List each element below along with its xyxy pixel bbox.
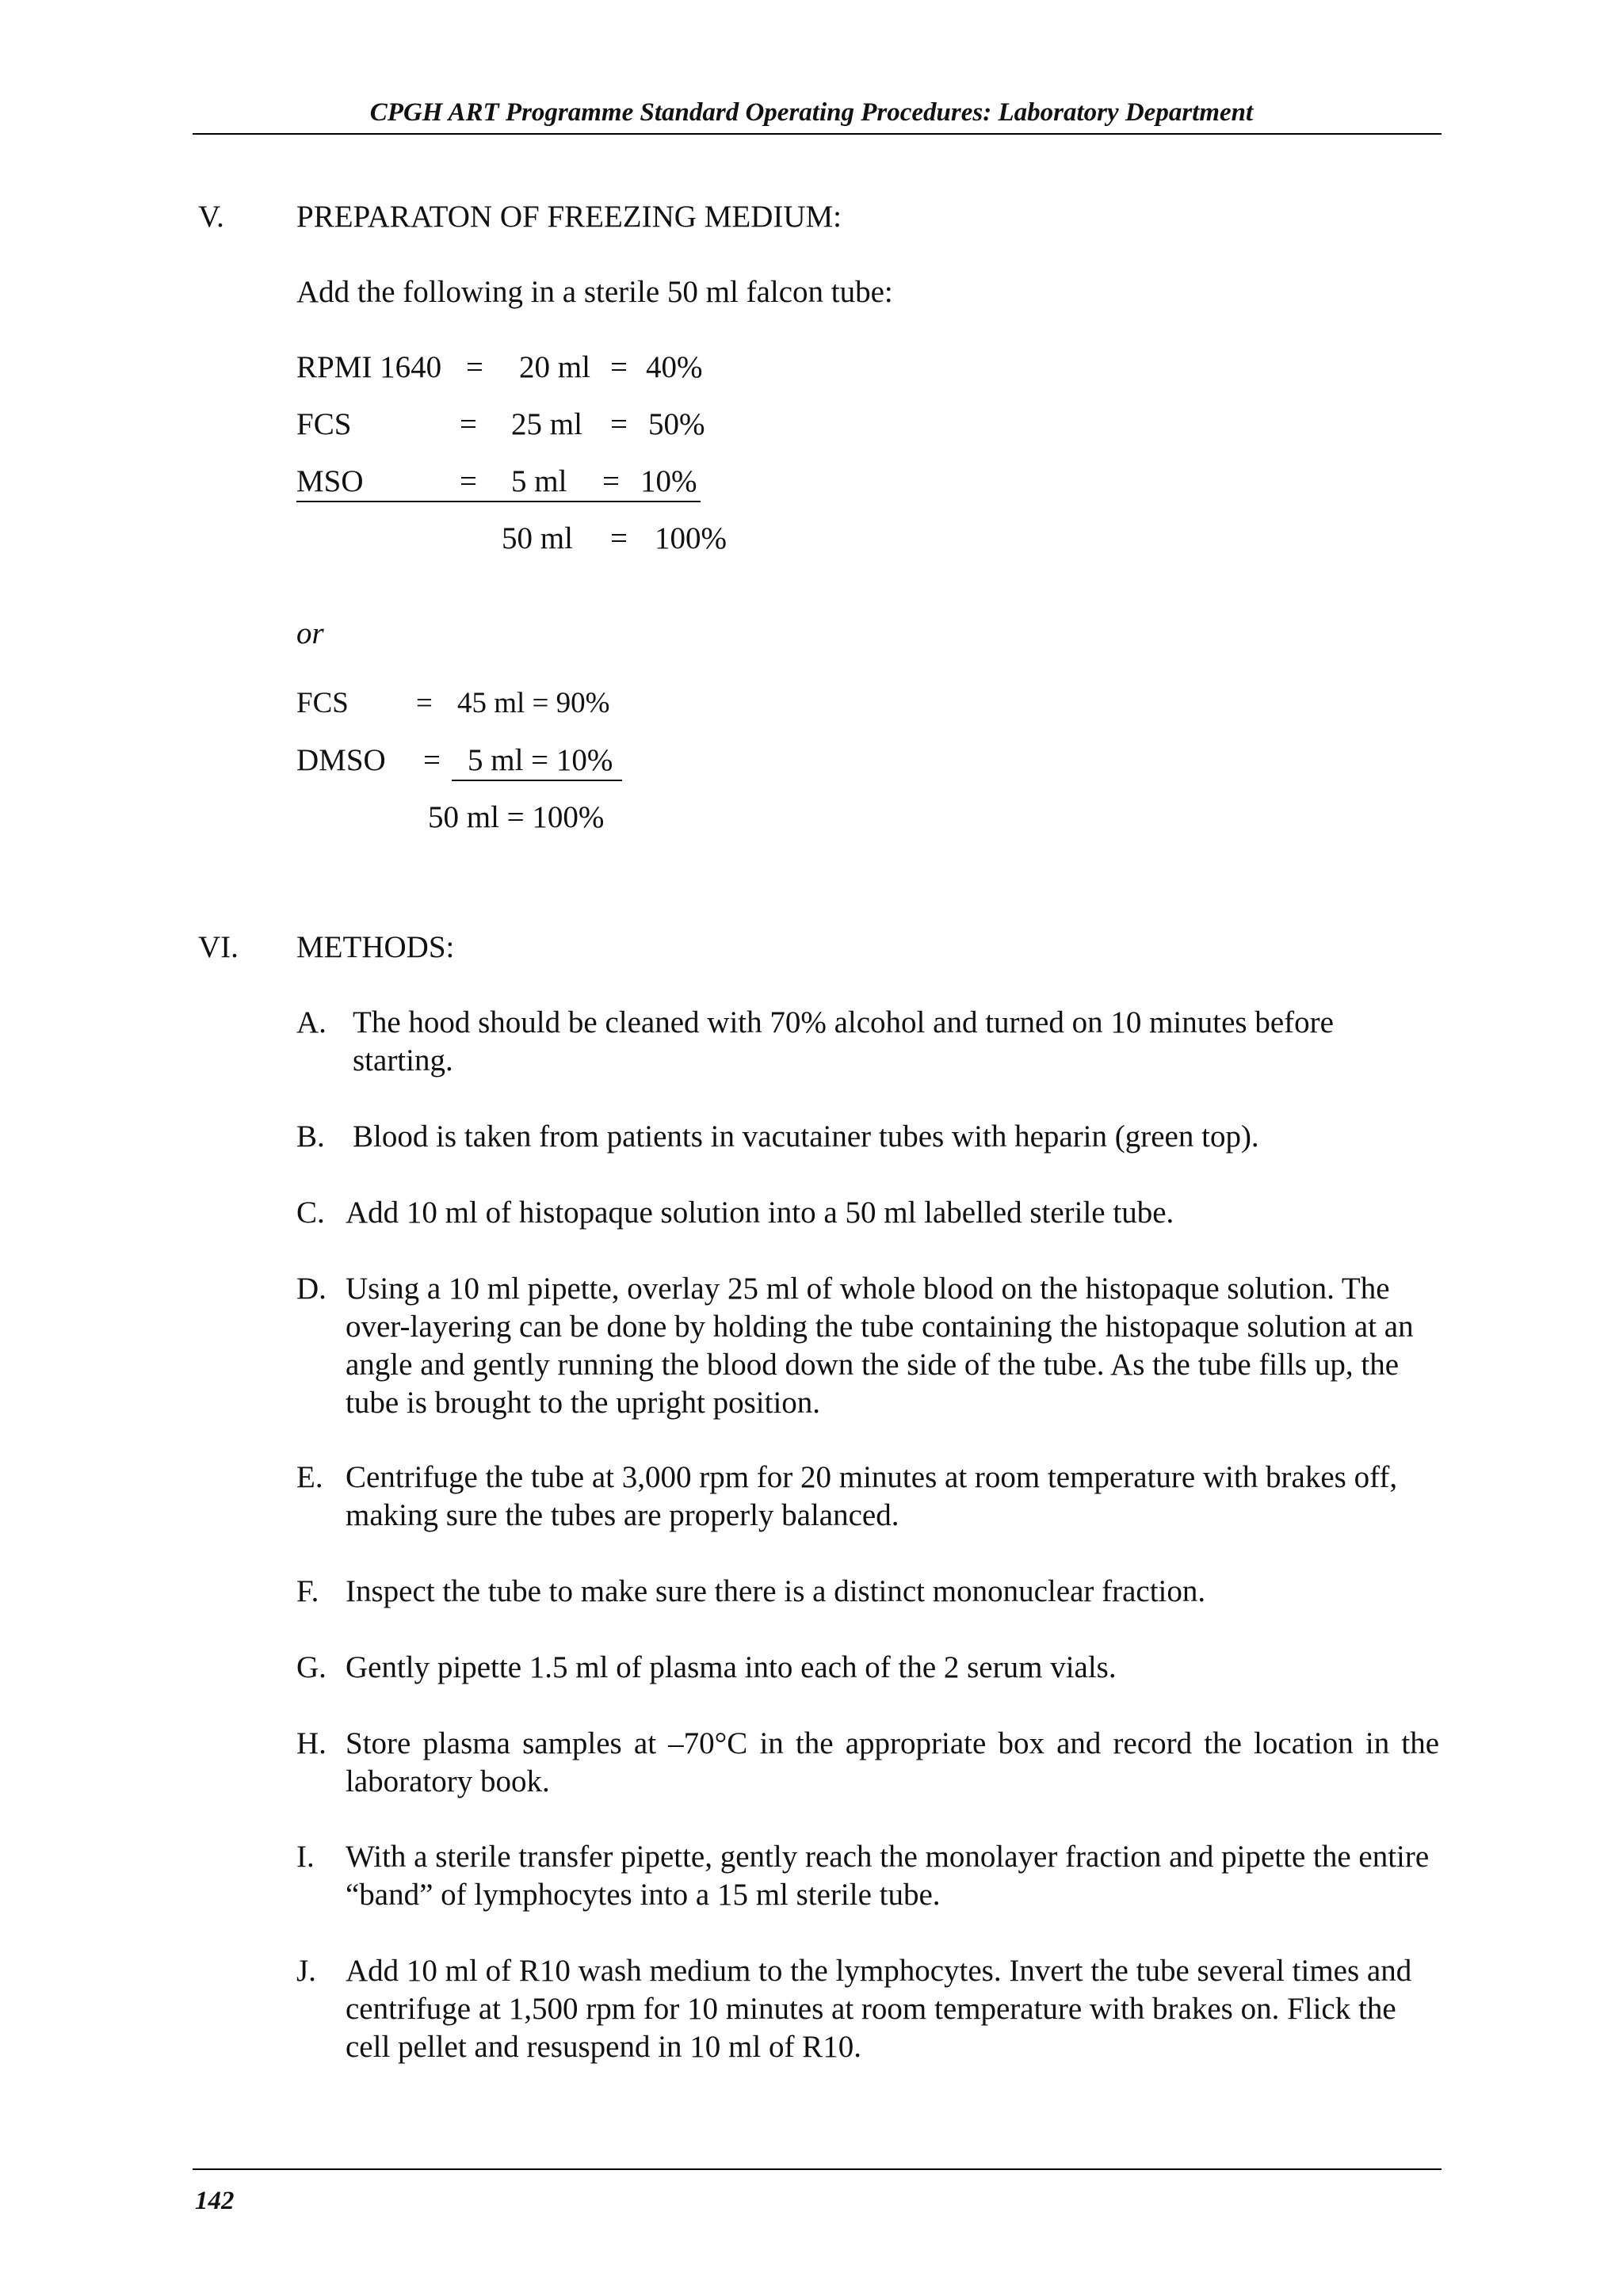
- equals-sign: =: [460, 407, 477, 441]
- equals-sign: =: [610, 350, 628, 384]
- equals-sign: =: [610, 407, 628, 441]
- reagent-percent: 10%: [640, 464, 697, 498]
- item-letter: B.: [296, 1119, 325, 1154]
- reagent-name: DMSO: [296, 743, 386, 777]
- item-letter: H.: [296, 1726, 327, 1760]
- item-letter: A.: [296, 1005, 327, 1039]
- section-5-heading: PREPARATON OF FREEZING MEDIUM:: [296, 200, 842, 234]
- item-text: Centrifuge the tube at 3,000 rpm for 20 minutes at room temperature with brakes off, making sure the tubes are properly balanced.: [346, 1460, 1398, 1532]
- item-text: Inspect the tube to make sure there is a distinct mononuclear fraction.: [346, 1574, 1206, 1608]
- running-header: CPGH ART Programme Standard Operating Procedures: Laboratory Department: [369, 98, 1254, 127]
- section-5-intro: Add the following in a sterile 50 ml falcon tube:: [296, 275, 893, 309]
- item-text: The hood should be cleaned with 70% alcohol and turned on 10 minutes before starting.: [353, 1005, 1334, 1077]
- page-number: 142: [195, 2187, 235, 2215]
- item-letter: C.: [296, 1196, 325, 1230]
- section-5-number: V.: [198, 200, 224, 234]
- total-percent: 100%: [655, 521, 727, 555]
- item-letter: E.: [296, 1460, 323, 1494]
- equals-sign: =: [602, 464, 620, 498]
- item-letter: I.: [296, 1840, 315, 1874]
- reagent-name: FCS: [296, 407, 352, 441]
- item-letter: G.: [296, 1650, 327, 1684]
- reagent-volume: 5 ml: [511, 464, 567, 498]
- equals-sign: =: [416, 687, 433, 719]
- section-6-number: VI.: [198, 930, 239, 964]
- reagent-percent: 50%: [648, 407, 705, 441]
- item-text: Gently pipette 1.5 ml of plasma into each of the 2 serum vials.: [346, 1650, 1117, 1684]
- item-text: Add 10 ml of R10 wash medium to the lymphocytes. Invert the tube several times and centrifuge at 1,500 rpm for 10 minutes at room temperature with brakes on. Flick the cell pellet and resuspend in 10 ml of R10.: [346, 1954, 1412, 2064]
- total-volume: 50 ml: [502, 521, 573, 555]
- reagent-volume: 20 ml: [519, 350, 590, 384]
- item-letter: F.: [296, 1574, 319, 1608]
- reagent-volume: 25 ml: [511, 407, 582, 441]
- item-text: Store plasma samples at –70°C in the appropriate box and record the location in the laboratory book.: [346, 1726, 1439, 1798]
- reagent-name: FCS: [296, 687, 349, 719]
- reagent-percent: 40%: [646, 350, 703, 384]
- reagent-value: 45 ml = 90%: [457, 687, 610, 719]
- section-6-heading: METHODS:: [296, 930, 455, 964]
- item-text: Using a 10 ml pipette, overlay 25 ml of whole blood on the histopaque solution. The over-layering can be done by holding the tube containing the histopaque solution at an angle and gently running the blood down the side of the tube. As the tube fills up, the tube is brought to the upright position.: [346, 1272, 1414, 1420]
- item-letter: D.: [296, 1272, 327, 1306]
- item-text: With a sterile transfer pipette, gently reach the monolayer fraction and pipette the entire “band” of lymphocytes into a 15 ml sterile tube.: [346, 1840, 1430, 1912]
- footer-rule: [193, 2168, 1442, 2170]
- equals-sign: =: [466, 350, 483, 384]
- item-text: Blood is taken from patients in vacutainer tubes with heparin (green top).: [353, 1119, 1259, 1154]
- total-value: 50 ml = 100%: [428, 800, 605, 834]
- or-label: or: [296, 616, 324, 650]
- equals-sign: =: [423, 743, 441, 777]
- header-rule: [193, 133, 1442, 135]
- equals-sign: =: [460, 464, 477, 498]
- item-letter: J.: [296, 1954, 316, 1988]
- reagent-name: MSO: [296, 464, 364, 498]
- reagent-value: 5 ml = 10%: [468, 743, 613, 777]
- reagent-name: RPMI 1640: [296, 350, 442, 384]
- equals-sign: =: [610, 521, 628, 555]
- item-text: Add 10 ml of histopaque solution into a 50 ml labelled sterile tube.: [346, 1196, 1174, 1230]
